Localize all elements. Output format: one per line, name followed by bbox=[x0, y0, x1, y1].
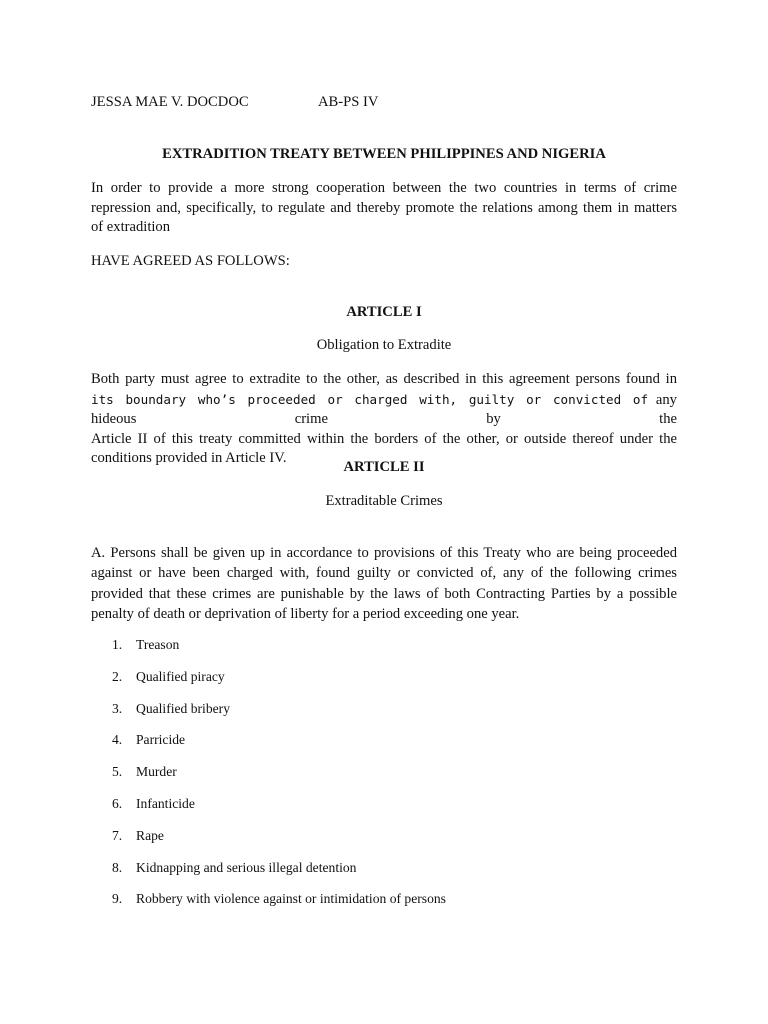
list-item-number: 4. bbox=[112, 732, 123, 748]
article-2-line: provided that these crimes are punishable by the laws of both Contracting Parties by a possible bbox=[91, 585, 677, 602]
list-item-number: 8. bbox=[112, 859, 123, 875]
list-item-number: 1. bbox=[112, 637, 123, 652]
article-1-heading: ARTICLE I bbox=[346, 304, 422, 320]
intro-line: In order to provide a more strong cooperation between the two countries in terms of crime bbox=[91, 180, 677, 196]
article-2-subheading: Extraditable Crimes bbox=[325, 493, 443, 509]
student-name: JESSA MAE V. DOCDOC bbox=[91, 94, 249, 110]
article-1-line-mono-part: its boundary who’s proceeded or charged with, guilty or convicted of bbox=[91, 391, 649, 407]
document-title: EXTRADITION TREATY BETWEEN PHILIPPINES AND NIGERIA bbox=[162, 146, 606, 162]
list-item-label: Infanticide bbox=[136, 795, 195, 811]
list-item bbox=[112, 796, 446, 828]
list-item bbox=[112, 828, 446, 860]
article-1-line: conditions provided in Article IV. bbox=[91, 450, 287, 467]
list-item-label: Robbery with violence against or intimidation of persons bbox=[136, 891, 446, 907]
extraditable-crimes-list bbox=[112, 637, 446, 923]
article-1-paragraph bbox=[91, 370, 677, 469]
intro-line: repression and, specifically, to regulate and thereby promote the relations among them in matters bbox=[91, 199, 677, 216]
list-item bbox=[112, 891, 446, 923]
article-2-line: A. Persons shall be given up in accordance to provisions of this Treaty who are being proceeded bbox=[91, 545, 677, 561]
article-2-line: against or have been charged with, found guilty or convicted of, any of the following crimes bbox=[91, 565, 677, 582]
article-1-subheading: Obligation to Extradite bbox=[316, 337, 452, 353]
list-item-label: Murder bbox=[136, 764, 177, 780]
list-item bbox=[112, 669, 446, 701]
list-item bbox=[112, 637, 446, 669]
agreed-statement: HAVE AGREED AS FOLLOWS: bbox=[91, 253, 290, 269]
list-item-label: Kidnapping and serious illegal detention bbox=[136, 859, 357, 875]
list-item bbox=[112, 764, 446, 796]
article-2-paragraph bbox=[91, 543, 677, 624]
list-item-number: 7. bbox=[112, 827, 123, 843]
article-1-line: Both party must agree to extradite to the other, as described in this agreement persons found in bbox=[91, 371, 677, 387]
list-item-label: Qualified bribery bbox=[136, 700, 230, 716]
list-item-number: 3. bbox=[112, 700, 123, 716]
list-item-number: 5. bbox=[112, 764, 123, 780]
article-1-line: Article II of this treaty committed within the borders of the other, or outside thereof under the bbox=[91, 430, 677, 447]
article-2-line: penalty of death or deprivation of liberty for a period exceeding one year. bbox=[91, 605, 520, 622]
course-label: AB-PS IV bbox=[318, 94, 379, 110]
list-item bbox=[112, 701, 446, 733]
list-item-number: 9. bbox=[112, 891, 123, 907]
list-item-number: 2. bbox=[112, 668, 123, 684]
article-2-heading: ARTICLE II bbox=[343, 459, 425, 475]
list-item-label: Treason bbox=[136, 637, 180, 652]
intro-line: of extradition bbox=[91, 219, 171, 236]
list-item-number: 6. bbox=[112, 795, 123, 811]
list-item bbox=[112, 860, 446, 892]
article-1-line bbox=[91, 390, 677, 430]
list-item-label: Rape bbox=[136, 827, 164, 843]
list-item bbox=[112, 732, 446, 764]
article-1-line-rest: any hideous crime by the bbox=[91, 391, 677, 428]
list-item-label: Qualified piracy bbox=[136, 668, 225, 684]
list-item-label: Parricide bbox=[136, 732, 186, 748]
intro-paragraph bbox=[91, 179, 677, 238]
